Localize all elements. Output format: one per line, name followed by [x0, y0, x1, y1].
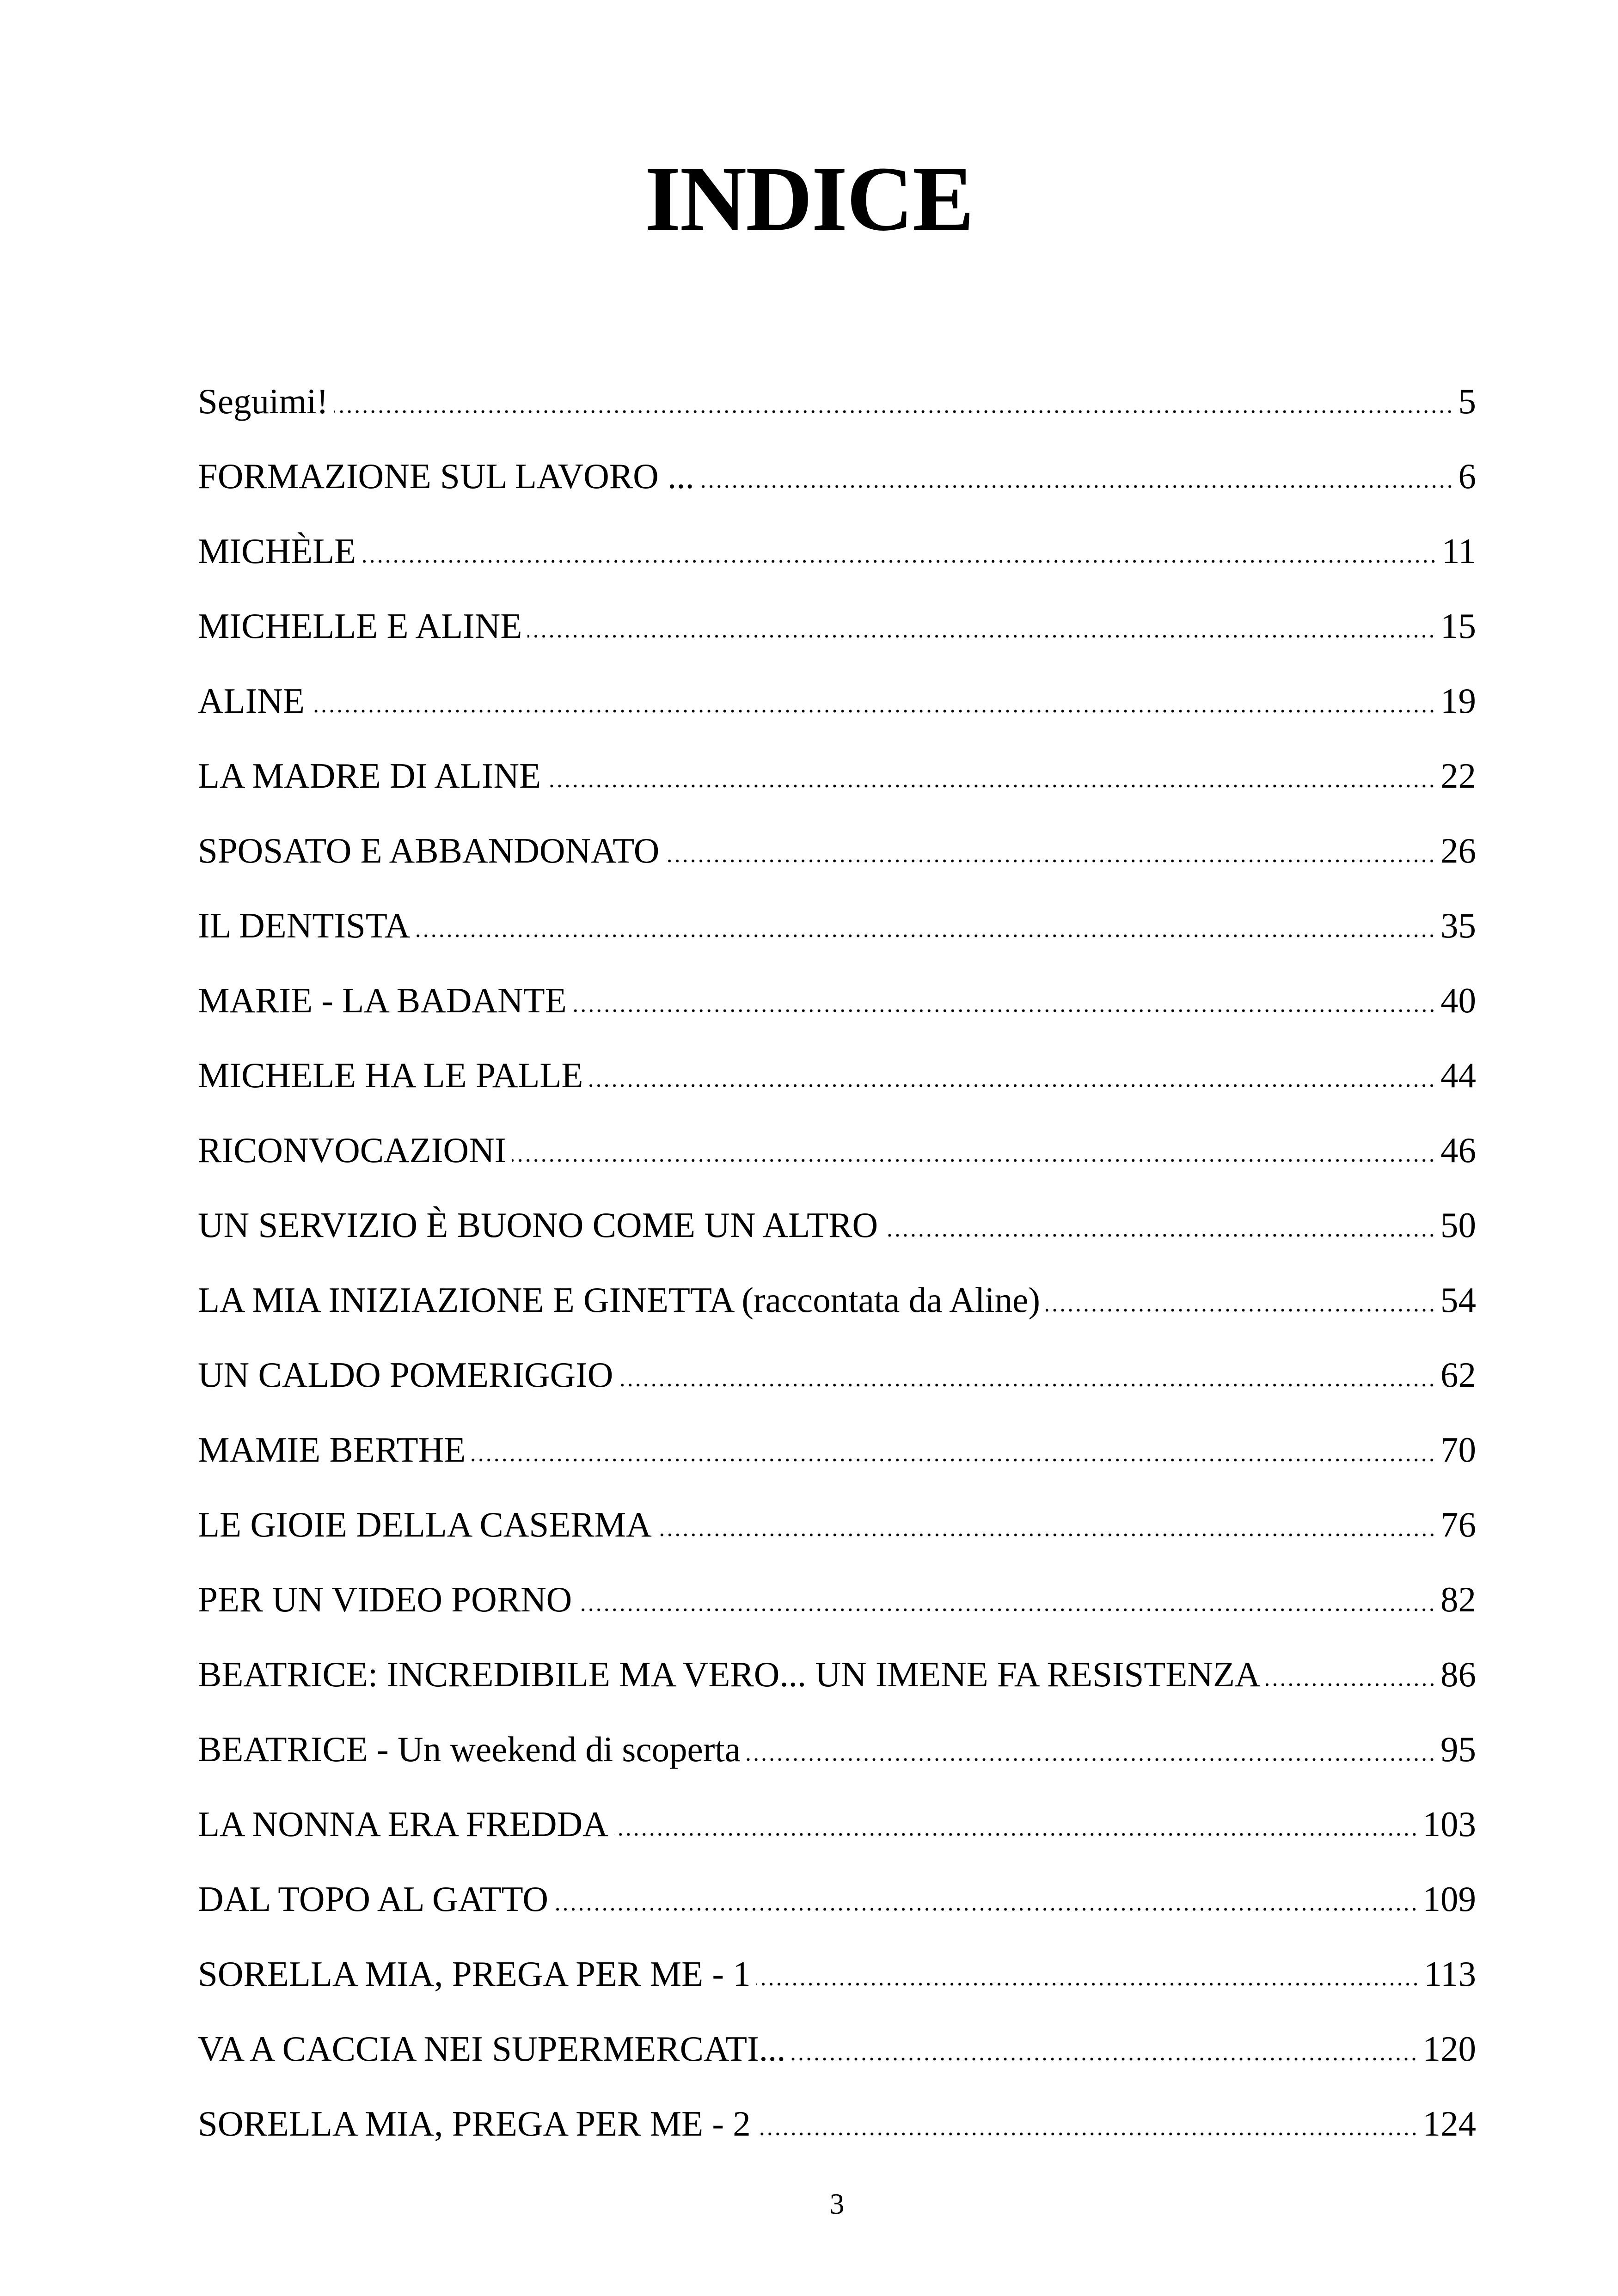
toc-entry	[198, 1562, 1476, 1637]
page-title: INDICE	[644, 148, 974, 250]
dot-leader	[756, 2132, 1418, 2136]
page-number: 3	[829, 2187, 845, 2220]
toc-entry-page: 86	[1440, 1654, 1476, 1694]
toc-entry	[198, 1861, 1476, 1936]
toc-entry-title: LA MADRE DI ALINE	[198, 756, 541, 796]
toc-entry	[198, 1637, 1476, 1712]
dot-leader	[756, 1983, 1420, 1986]
dot-leader	[362, 560, 1437, 563]
toc-entry-title: BEATRICE: INCREDIBILE MA VERO... UN IMENE FA RESISTENZA	[198, 1654, 1261, 1694]
toc-entry-title: PER UN VIDEO PORNO	[198, 1580, 572, 1619]
toc-entry-title: RICONVOCAZIONI	[198, 1130, 507, 1170]
dot-leader	[791, 2057, 1418, 2061]
dot-leader	[527, 635, 1436, 638]
dot-leader	[554, 1908, 1418, 1911]
toc-entry-page: 70	[1440, 1430, 1476, 1469]
dot-leader	[614, 1833, 1418, 1836]
toc-entry	[198, 1936, 1476, 2011]
dot-leader	[1266, 1683, 1436, 1686]
toc-entry-title: MICHELE HA LE PALLE	[198, 1055, 583, 1095]
toc-entry-page: 26	[1440, 831, 1476, 870]
toc-entry-page: 76	[1440, 1505, 1476, 1544]
toc-entry-title: MAMIE BERTHE	[198, 1430, 466, 1469]
toc-entry	[198, 2011, 1476, 2086]
toc-entry	[198, 588, 1476, 663]
toc-entry-page: 22	[1440, 756, 1476, 796]
toc-entry-page: 124	[1422, 2104, 1476, 2143]
toc-entry	[198, 738, 1476, 813]
dot-leader	[657, 1533, 1436, 1537]
toc-entry-title: FORMAZIONE SUL LAVORO ...	[198, 456, 694, 496]
toc-entry-title: Seguimi!	[198, 381, 329, 421]
toc-entry-title: LA MIA INIZIAZIONE E GINETTA (raccontata da Aline)	[198, 1280, 1040, 1320]
toc-entry	[198, 888, 1476, 963]
toc-entry-page: 46	[1440, 1130, 1476, 1170]
toc-entry	[198, 1487, 1476, 1562]
dot-leader	[619, 1384, 1436, 1387]
toc-entry-title: MARIE - LA BADANTE	[198, 980, 567, 1020]
dot-leader	[416, 934, 1436, 937]
toc-entry	[198, 1337, 1476, 1412]
toc-entry	[198, 1038, 1476, 1113]
dot-leader	[577, 1608, 1436, 1611]
toc-entry	[198, 1188, 1476, 1262]
dot-leader	[588, 1084, 1436, 1087]
dot-leader	[546, 784, 1436, 788]
toc-entry-title: LE GIOIE DELLA CASERMA	[198, 1505, 652, 1544]
toc-entry-page: 44	[1440, 1055, 1476, 1095]
dot-leader	[700, 485, 1454, 488]
dot-leader	[572, 1009, 1436, 1012]
toc-entry-page: 109	[1422, 1879, 1476, 1919]
toc-entry-page: 19	[1440, 681, 1476, 721]
toc-entry-title: SORELLA MIA, PREGA PER ME - 1	[198, 1954, 751, 1994]
toc-entry	[198, 2086, 1476, 2161]
dot-leader	[1046, 1309, 1436, 1312]
toc-entry-page: 113	[1424, 1954, 1476, 1994]
toc-entry	[198, 439, 1476, 514]
toc-entry-page: 35	[1440, 906, 1476, 945]
toc-entry-page: 15	[1440, 606, 1476, 646]
toc-entry	[198, 1412, 1476, 1487]
toc-entry-page: 50	[1440, 1205, 1476, 1245]
dot-leader	[883, 1234, 1436, 1237]
toc-entry-page: 62	[1440, 1355, 1476, 1395]
dot-leader	[512, 1159, 1436, 1162]
toc-entry	[198, 1262, 1476, 1337]
dot-leader	[746, 1758, 1436, 1761]
toc-entry-title: UN SERVIZIO È BUONO COME UN ALTRO	[198, 1205, 878, 1245]
toc-entry	[198, 1787, 1476, 1861]
toc-entry-title: DAL TOPO AL GATTO	[198, 1879, 548, 1919]
toc-entry-page: 40	[1440, 980, 1476, 1020]
dot-leader	[310, 710, 1436, 713]
toc-entry	[198, 364, 1476, 439]
toc-entry-title: MICHÈLE	[198, 531, 356, 571]
dot-leader	[665, 859, 1436, 863]
toc-entry	[198, 514, 1476, 588]
toc-entry-title: SORELLA MIA, PREGA PER ME - 2	[198, 2104, 751, 2143]
toc-entry-title: BEATRICE - Un weekend di scoperta	[198, 1729, 741, 1769]
dot-leader	[334, 410, 1453, 413]
toc-entry-page: 95	[1440, 1729, 1476, 1769]
toc-entry-title: VA A CACCIA NEI SUPERMERCATI...	[198, 2029, 786, 2069]
toc-entry-page: 11	[1441, 531, 1476, 571]
toc-entry	[198, 813, 1476, 888]
table-of-contents	[198, 364, 1476, 2161]
dot-leader	[471, 1458, 1436, 1462]
toc-entry-page: 103	[1422, 1804, 1476, 1844]
toc-entry	[198, 663, 1476, 738]
toc-entry-page: 5	[1458, 381, 1476, 421]
toc-entry-page: 54	[1440, 1280, 1476, 1320]
toc-entry-title: ALINE	[198, 681, 305, 721]
toc-entry-title: IL DENTISTA	[198, 906, 411, 945]
toc-entry-title: UN CALDO POMERIGGIO	[198, 1355, 613, 1395]
toc-entry-title: MICHELLE E ALINE	[198, 606, 522, 646]
toc-entry-page: 82	[1440, 1580, 1476, 1619]
toc-entry	[198, 963, 1476, 1038]
toc-entry	[198, 1712, 1476, 1787]
toc-entry-title: LA NONNA ERA FREDDA	[198, 1804, 608, 1844]
toc-entry-page: 120	[1422, 2029, 1476, 2069]
toc-entry	[198, 1113, 1476, 1188]
toc-entry-title: SPOSATO E ABBANDONATO	[198, 831, 660, 870]
toc-entry-page: 6	[1458, 456, 1476, 496]
